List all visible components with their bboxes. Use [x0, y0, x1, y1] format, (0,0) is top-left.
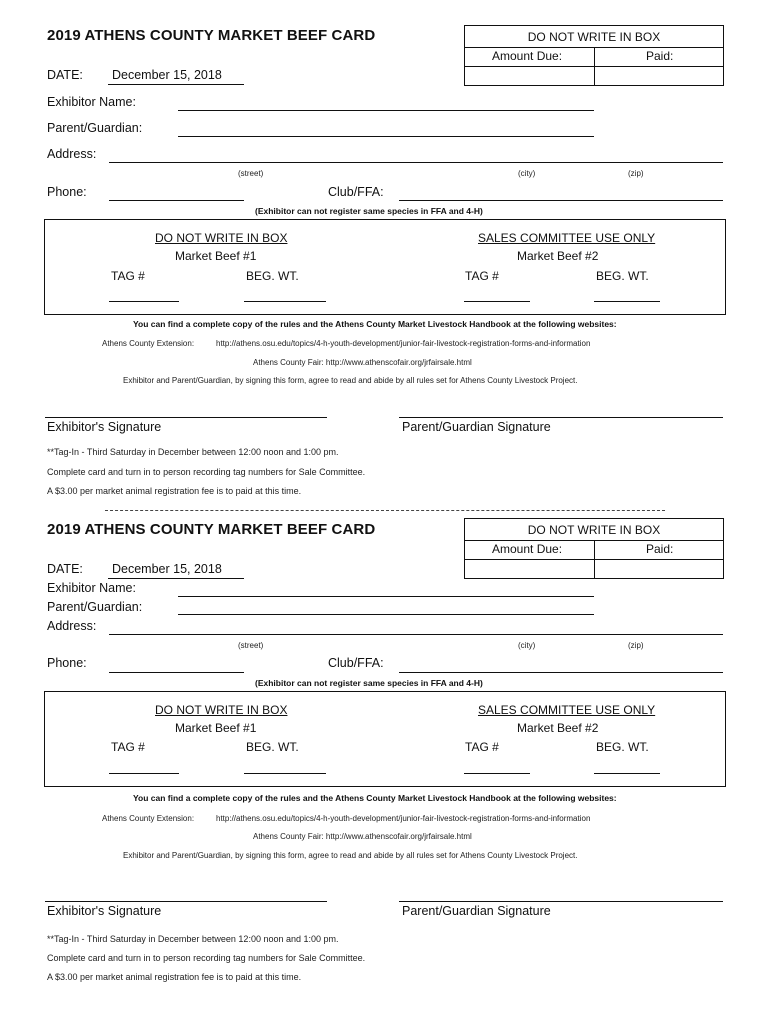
left-weight-label: BEG. WT.: [246, 740, 299, 754]
exhibitor-signature-line[interactable]: [45, 901, 327, 902]
species-note: (Exhibitor can not register same species in FFA and 4-H): [255, 206, 483, 216]
office-box-header: DO NOT WRITE IN BOX: [527, 523, 661, 537]
parent-signature-label: Parent/Guardian Signature: [402, 420, 551, 434]
beef-card-2: [0, 494, 770, 994]
rules-intro: You can find a complete copy of the rules and the Athens County Market Livestock Handbook at the following websites:: [133, 319, 617, 329]
club-ffa-label: Club/FFA:: [328, 656, 384, 670]
address-field[interactable]: [109, 162, 723, 163]
left-tag-label: TAG #: [111, 269, 145, 283]
right-tag-label: TAG #: [465, 269, 499, 283]
extension-label: Athens County Extension:: [102, 814, 195, 823]
phone-label: Phone:: [47, 656, 87, 670]
parent-signature-line[interactable]: [399, 901, 723, 902]
right-box-sub: Market Beef #2: [517, 249, 599, 263]
left-weight-field[interactable]: [244, 773, 326, 774]
date-line: [108, 578, 244, 579]
footnote-tagin: **Tag-In - Third Saturday in December between 12:00 noon and 1:00 pm.: [47, 934, 339, 944]
footnote-complete: Complete card and turn in to person recording tag numbers for Sale Committee.: [47, 953, 366, 963]
right-box-header: SALES COMMITTEE USE ONLY: [478, 231, 656, 245]
left-weight-field[interactable]: [244, 301, 326, 302]
address-field[interactable]: [109, 634, 723, 635]
fair-line[interactable]: Athens County Fair: http://www.athenscofair.org/jrfairsale.html: [253, 358, 472, 367]
club-ffa-field[interactable]: [399, 200, 723, 201]
parent-guardian-label: Parent/Guardian:: [47, 600, 143, 614]
exhibitor-name-label: Exhibitor Name:: [47, 95, 136, 109]
tag-box: [44, 219, 726, 315]
fair-line[interactable]: Athens County Fair: http://www.athenscofair.org/jrfairsale.html: [253, 832, 472, 841]
left-box-header: DO NOT WRITE IN BOX: [155, 231, 288, 245]
phone-label: Phone:: [47, 185, 87, 199]
exhibitor-name-field[interactable]: [178, 596, 594, 597]
card-title: 2019 ATHENS COUNTY MARKET BEEF CARD: [47, 27, 376, 44]
address-label: Address:: [47, 619, 97, 633]
parent-guardian-field[interactable]: [178, 136, 594, 137]
parent-signature-line[interactable]: [399, 417, 723, 418]
paid-label: Paid:: [646, 542, 674, 556]
address-label: Address:: [47, 147, 97, 161]
beef-card-1: [0, 0, 770, 500]
street-hint: (street): [238, 169, 264, 178]
left-tag-field[interactable]: [109, 773, 179, 774]
office-box: [464, 518, 724, 579]
left-tag-label: TAG #: [111, 740, 145, 754]
phone-field[interactable]: [109, 672, 244, 673]
left-tag-field[interactable]: [109, 301, 179, 302]
right-tag-field[interactable]: [464, 773, 530, 774]
tag-box: [44, 691, 726, 787]
card-title: 2019 ATHENS COUNTY MARKET BEEF CARD: [47, 521, 376, 538]
right-weight-field[interactable]: [594, 301, 660, 302]
phone-field[interactable]: [109, 200, 244, 201]
zip-hint: (zip): [628, 169, 644, 178]
amount-due-label: Amount Due:: [492, 542, 563, 556]
date-line: [108, 84, 244, 85]
extension-url[interactable]: http://athens.osu.edu/topics/4-h-youth-development/junior-fair-livestock-registration-forms-and-information: [216, 814, 591, 823]
extension-url[interactable]: http://athens.osu.edu/topics/4-h-youth-development/junior-fair-livestock-registration-forms-and-information: [216, 339, 591, 348]
footnote-tagin: **Tag-In - Third Saturday in December between 12:00 noon and 1:00 pm.: [47, 447, 339, 457]
club-ffa-label: Club/FFA:: [328, 185, 384, 199]
species-note: (Exhibitor can not register same species in FFA and 4-H): [255, 678, 483, 688]
right-weight-label: BEG. WT.: [596, 740, 649, 754]
office-box: [464, 25, 724, 86]
city-hint: (city): [518, 169, 536, 178]
amount-due-label: Amount Due:: [492, 49, 563, 63]
right-weight-field[interactable]: [594, 773, 660, 774]
street-hint: (street): [238, 641, 264, 650]
extension-label: Athens County Extension:: [102, 339, 195, 348]
footnote-complete: Complete card and turn in to person recording tag numbers for Sale Committee.: [47, 467, 366, 477]
footnote-fee: A $3.00 per market animal registration fee is to paid at this time.: [47, 972, 302, 982]
date-label: DATE:: [47, 562, 83, 576]
city-hint: (city): [518, 641, 536, 650]
exhibitor-signature-label: Exhibitor's Signature: [47, 904, 162, 918]
right-box-header: SALES COMMITTEE USE ONLY: [478, 703, 656, 717]
parent-guardian-label: Parent/Guardian:: [47, 121, 143, 135]
footnote-fee: A $3.00 per market animal registration fee is to paid at this time.: [47, 486, 302, 496]
left-box-sub: Market Beef #1: [175, 721, 257, 735]
exhibitor-signature-label: Exhibitor's Signature: [47, 420, 162, 434]
paid-label: Paid:: [646, 49, 674, 63]
exhibitor-signature-line[interactable]: [45, 417, 327, 418]
agreement-text: Exhibitor and Parent/Guardian, by signing this form, agree to read and abide by all rules set for Athens County Livestock Project.: [123, 851, 578, 860]
parent-guardian-field[interactable]: [178, 614, 594, 615]
exhibitor-name-label: Exhibitor Name:: [47, 581, 136, 595]
date-label: DATE:: [47, 68, 83, 82]
right-tag-label: TAG #: [465, 740, 499, 754]
right-box-sub: Market Beef #2: [517, 721, 599, 735]
left-box-header: DO NOT WRITE IN BOX: [155, 703, 288, 717]
parent-signature-label: Parent/Guardian Signature: [402, 904, 551, 918]
agreement-text: Exhibitor and Parent/Guardian, by signing this form, agree to read and abide by all rules set for Athens County Livestock Project.: [123, 376, 578, 385]
date-value: December 15, 2018: [112, 562, 222, 576]
club-ffa-field[interactable]: [399, 672, 723, 673]
left-weight-label: BEG. WT.: [246, 269, 299, 283]
date-value: December 15, 2018: [112, 68, 222, 82]
exhibitor-name-field[interactable]: [178, 110, 594, 111]
right-weight-label: BEG. WT.: [596, 269, 649, 283]
office-box-header: DO NOT WRITE IN BOX: [527, 30, 661, 44]
rules-intro: You can find a complete copy of the rules and the Athens County Market Livestock Handbook at the following websites:: [133, 793, 617, 803]
left-box-sub: Market Beef #1: [175, 249, 257, 263]
zip-hint: (zip): [628, 641, 644, 650]
right-tag-field[interactable]: [464, 301, 530, 302]
